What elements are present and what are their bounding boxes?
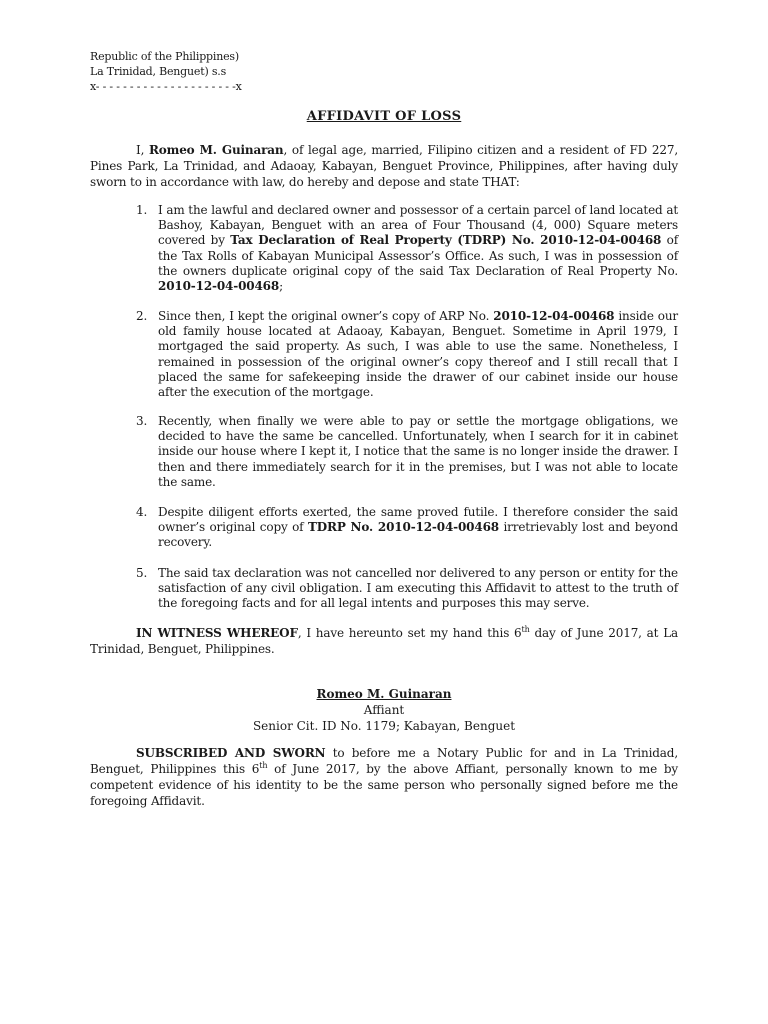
affiant-name: Romeo M. Guinaran	[148, 143, 284, 157]
item-text-part: Despite diligent efforts exerted, the same proved futile. I therefore consider the said owner’s original copy of	[158, 505, 678, 535]
jurat-heading: SUBSCRIBED AND SWORN	[136, 746, 326, 760]
venue-country: Republic of the Philippines)	[90, 50, 239, 63]
item-text-part: irretrievably lost and beyond recovery.	[158, 520, 678, 550]
ordinal-suffix: th	[521, 625, 530, 634]
item-number: 3.	[136, 414, 148, 428]
item-number: 4.	[136, 505, 148, 519]
list-item	[136, 566, 678, 612]
item-text-part: ;	[279, 279, 283, 294]
jurat-paragraph	[90, 745, 678, 809]
item-text-part: of the Tax Rolls of Kabayan Municipal Assessor’s Office. As such, I was in possession of the owners duplicate original copy of the said Tax Declaration of Real Property No.	[158, 233, 679, 278]
intro-text: , of legal age, married, Filipino citizen and a resident of FD 227, Pines Park, La Trinidad, and Adaoay, Kabayan, Benguet Province, Philippines, after having duly sworn to in accordance with law, do hereby and depose and state THAT:	[90, 143, 678, 189]
item-bold-part: 2010-12-04-00468	[158, 279, 280, 294]
item-number: 1.	[136, 203, 148, 217]
list-item	[136, 203, 678, 294]
item-bold-part: TDRP No. 2010-12-04-00468	[307, 520, 499, 535]
item-text-part: I am the lawful and declared owner and possessor of a certain parcel of land located at Bashoy, Kabayan, Benguet with an area of Four Thousand (4, 000) Square meters covered by	[158, 203, 678, 248]
item-bold-part: 2010-12-04-00468	[493, 309, 615, 323]
list-item	[136, 309, 678, 400]
item-number: 2.	[136, 309, 148, 323]
venue-block	[90, 49, 242, 94]
ordinal-suffix: th	[259, 761, 268, 770]
item-text-part: Since then, I kept the original owner’s copy of ARP No.	[158, 309, 494, 323]
witness-text: , I have hereunto set my hand this 6	[297, 626, 522, 640]
witness-text: day of June 2017, at La Trinidad, Benguet, Philippines.	[90, 626, 679, 656]
jurat-text: of June 2017, by the above Affiant, personally known to me by competent evidence of his identity to be the same person who personally signed before me the foregoing Affidavit.	[90, 762, 678, 808]
signatory-role: Affiant	[363, 703, 405, 717]
signature-block	[0, 686, 768, 734]
jurat-text: to before me a Notary Public for and in La Trinidad, Benguet, Philippines this 6	[90, 746, 678, 776]
venue-separator: x- - - - - - - - - - - - - - - - - - - - -x	[90, 80, 242, 93]
intro-paragraph	[90, 142, 678, 190]
item-text: Recently, when finally we were able to pay or settle the mortgage obligations, we decided to have the same be cancelled. Unfortunately, when I search for it in cabinet inside our house where I kept it, I notice that the same is no longer inside the drawer. I then and there immediately search for it in the premises, but I was not able to locate the same.	[158, 414, 678, 489]
item-text	[158, 309, 678, 400]
witness-heading: IN WITNESS WHEREOF	[136, 626, 298, 640]
item-bold-part: Tax Declaration of Real Property (TDRP) No. 2010-12-04-00468	[230, 233, 662, 248]
item-text: The said tax declaration was not cancelled nor delivered to any person or entity for the satisfaction of any civil obligation. I am executing this Affidavit to attest to the truth of the foregoing facts and for all legal intents and purposes this may serve.	[158, 566, 678, 611]
signatory-id: Senior Cit. ID No. 1179; Kabayan, Benguet	[252, 719, 516, 733]
item-text-part: inside our old family house located at Adaoay, Kabayan, Benguet. Sometime in April 1979, I mortgaged the said property. As such, I was able to use the same. Nonetheless, I remained in possession of the original owner’s copy thereof and I still recall that I placed the same for safekeeping inside the drawer of our cabinet inside our house after the execution of the mortgage.	[158, 309, 679, 400]
venue-locality: La Trinidad, Benguet) s.s	[90, 65, 227, 78]
item-text	[158, 505, 678, 551]
document-title: AFFIDAVIT OF LOSS	[306, 109, 462, 124]
intro-lead: I,	[136, 143, 149, 157]
signatory-name: Romeo M. Guinaran	[316, 687, 452, 701]
witness-paragraph	[90, 625, 678, 657]
item-number: 5.	[136, 566, 148, 580]
item-text	[158, 203, 678, 294]
list-item	[136, 414, 678, 490]
list-item	[136, 505, 678, 551]
